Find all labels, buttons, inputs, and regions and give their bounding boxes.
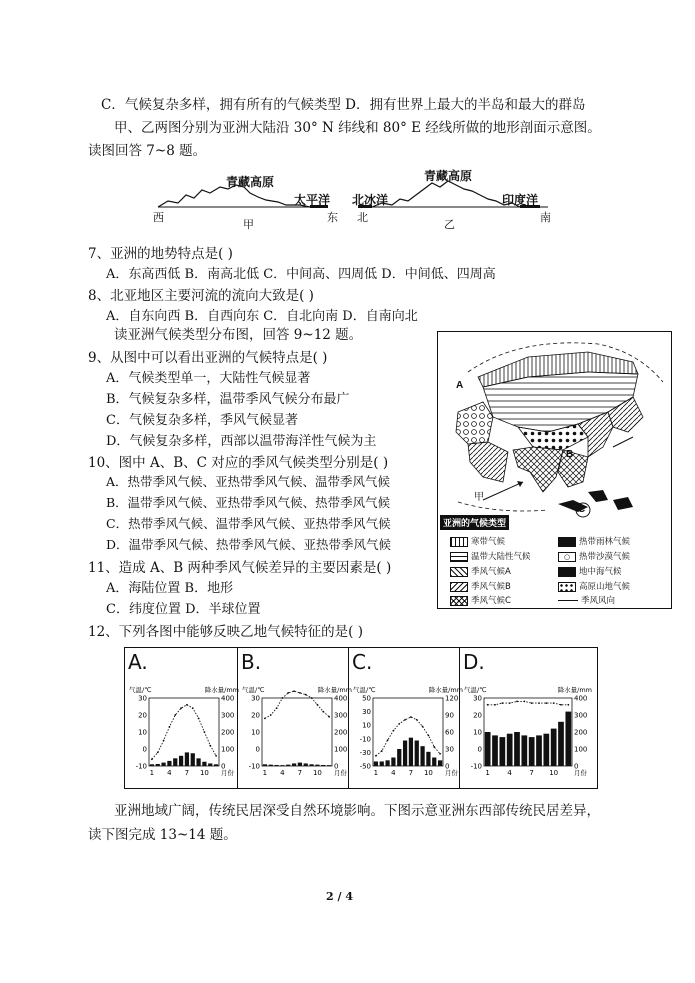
temp-axis-label: 气温/℃ [129, 686, 152, 694]
plot-frame [373, 698, 443, 766]
yi-plateau-label: 青藏高原 [424, 169, 473, 183]
temp-point [282, 697, 284, 699]
climate-panel-c [348, 648, 467, 788]
legend-item-continental [450, 550, 531, 562]
temp-point [516, 701, 518, 703]
q9-option-a: A．气候类型单一，大陆性气候显著 [106, 371, 311, 386]
temp-point [393, 730, 395, 732]
legend-swatch [450, 567, 468, 577]
precip-bar [214, 764, 218, 766]
temp-axis-label: 气温/℃ [353, 686, 376, 694]
climate-charts [124, 647, 598, 789]
legend-swatch [450, 552, 468, 562]
jia-ocean-label: 太平洋 [294, 193, 331, 207]
precip-axis-label: 降水量/mm [317, 686, 352, 694]
yi-indian-label: 印度洋 [502, 193, 539, 207]
temp-line [152, 705, 216, 759]
legend-label: 季风风向 [581, 596, 616, 606]
month-tick-label: 7 [408, 769, 414, 777]
temp-point [174, 714, 176, 716]
legend-item-mediterranean [558, 565, 622, 577]
precip-bar [196, 758, 200, 766]
month-tick-label: 1 [485, 769, 490, 777]
precip-bar [315, 765, 319, 766]
jia-west-label: 西 [153, 211, 164, 224]
map-label-b: B [566, 449, 574, 460]
precip-bar [298, 763, 302, 766]
precip-bar [521, 735, 527, 766]
temp-tick-label: 50 [362, 694, 371, 703]
temp-point [553, 702, 555, 704]
map-drawing [438, 332, 671, 522]
month-tick-label: 4 [280, 769, 285, 777]
legend-label: 温带大陆性气候 [471, 552, 531, 562]
jia-name: 甲 [243, 218, 254, 231]
temp-point [560, 704, 562, 706]
temp-tick-label: 10 [251, 728, 260, 737]
month-tick-label: 4 [507, 769, 512, 777]
panel-letter: A. [128, 650, 148, 674]
q11-options-ab: A．海陆位置 B．地形 [106, 581, 234, 596]
precip-bar [529, 737, 535, 766]
q9-stem: 9、从图中可以看出亚洲的气候特点是( ) [88, 350, 328, 366]
page-number: 2 / 4 [326, 890, 353, 903]
precip-bar [269, 765, 273, 766]
temp-point [439, 753, 441, 755]
temp-point [387, 739, 389, 741]
precip-bar [426, 752, 430, 766]
legend-swatch [450, 582, 468, 592]
q9-option-b: B．气候复杂多样，温带季风气候分布最广 [106, 392, 350, 407]
temp-point [404, 719, 406, 721]
precip-tick-label: 0 [574, 762, 579, 771]
legend-label: 季风气候B [471, 582, 511, 592]
precip-bar [492, 735, 498, 766]
precip-bar [173, 758, 177, 766]
temp-point [523, 701, 525, 703]
temp-tick-label: 10 [138, 728, 147, 737]
panel-letter: C. [352, 650, 373, 674]
temp-tick-label: -10 [248, 762, 260, 771]
temp-point [151, 758, 153, 760]
temp-point [509, 702, 511, 704]
precip-bar [432, 758, 436, 767]
q10-option-a: A．热带季风气候、亚热带季风气候、温带季风气候 [106, 474, 391, 489]
month-tick-label: 7 [529, 769, 534, 777]
legend-item-highland [558, 580, 630, 592]
legend-swatch [558, 582, 576, 592]
q9-option-c: C．气候复杂多样，季风气候显著 [106, 413, 298, 428]
q7-options: A．东高西低 B．南高北低 C．中间高、四周低 D．中间低、四周高 [106, 267, 496, 282]
precip-bar [551, 729, 557, 766]
temp-point [531, 702, 533, 704]
temp-tick-label: 10 [362, 721, 371, 730]
precip-bar [309, 764, 313, 766]
month-tick-label: 1 [262, 769, 268, 777]
precip-bar [485, 732, 491, 766]
precip-tick-label: 0 [221, 762, 226, 771]
yi-name: 乙 [444, 218, 455, 231]
temp-point [487, 704, 489, 706]
month-tick-label: 1 [373, 769, 379, 777]
temp-point [545, 702, 547, 704]
precip-bar [185, 752, 189, 766]
legend-item-desert [558, 550, 630, 562]
precip-tick-label: 300 [574, 711, 588, 720]
month-tick-label: 4 [167, 769, 172, 777]
temp-line [488, 701, 569, 704]
temp-tick-label: 30 [251, 694, 260, 703]
month-axis-label: 月份 [221, 769, 234, 777]
panel-letter: D. [463, 650, 485, 674]
month-axis-label: 月份 [445, 769, 458, 777]
temp-tick-label: 30 [473, 694, 482, 703]
arrow-icon [558, 600, 578, 601]
precip-bar [565, 712, 571, 766]
asia-climate-map [437, 331, 672, 609]
precip-bar [321, 765, 325, 766]
intro-line-1: C．气候复杂多样，拥有所有的气候类型 D．拥有世界上最大的半岛和最大的群岛 [101, 97, 586, 113]
temp-point [293, 690, 295, 692]
precip-bar [438, 760, 442, 766]
temp-tick-label: 0 [142, 745, 147, 754]
temp-point [416, 719, 418, 721]
q10-option-c: C．热带季风气候、温带季风气候、亚热带季风气候 [106, 516, 391, 531]
temp-tick-label: 0 [477, 745, 482, 754]
month-tick-label: 10 [312, 769, 322, 777]
temp-axis-label: 气温/℃ [242, 686, 265, 694]
legend-swatch [450, 537, 468, 547]
precip-bar [208, 763, 212, 766]
temp-axis-label: 气温/℃ [464, 686, 487, 694]
legend-swatch [558, 537, 576, 547]
temp-point [311, 697, 313, 699]
temp-point [264, 718, 266, 720]
precip-tick-label: 0 [445, 762, 450, 771]
legend-item-tundra [450, 535, 505, 547]
precip-tick-label: 400 [221, 694, 235, 703]
temp-line [265, 691, 329, 718]
q10-stem: 10、图中 A、B、C 对应的季风气候类型分别是( ) [88, 455, 389, 471]
q7-stem: 7、亚洲的地势特点是( ) [88, 246, 233, 262]
precip-bar [156, 764, 160, 766]
legend-swatch [558, 567, 576, 577]
temp-point [398, 723, 400, 725]
precip-tick-label: 100 [574, 745, 588, 754]
plot-frame [262, 698, 332, 766]
temp-tick-label: -50 [359, 762, 371, 771]
yi-arctic-label: 北冰洋 [352, 193, 389, 207]
precip-bar [397, 749, 401, 766]
jia-plateau-label: 青藏高原 [226, 175, 275, 189]
panel-letter: B. [241, 650, 262, 674]
precip-bar [380, 761, 384, 766]
temp-point [163, 740, 165, 742]
precip-tick-label: 400 [574, 694, 588, 703]
intro-line-3: 读图回答 7~8 题。 [88, 143, 207, 159]
intro-2: 读亚洲气候类型分布图，回答 9~12 题。 [114, 327, 363, 343]
precip-bar [263, 764, 267, 766]
precip-bar [304, 763, 308, 766]
map-label-jia: 甲 [474, 492, 484, 503]
precip-bar [499, 737, 505, 766]
legend-item-wind [558, 594, 615, 606]
precip-tick-label: 100 [334, 745, 348, 754]
temp-tick-label: -10 [359, 735, 371, 744]
precip-tick-label: 90 [445, 711, 454, 720]
precip-bar [191, 753, 195, 766]
month-tick-label: 7 [184, 769, 190, 777]
precip-bar [403, 741, 407, 767]
precip-bar [391, 758, 395, 767]
legend-swatch [450, 596, 468, 606]
month-tick-label: 10 [199, 769, 209, 777]
month-tick-label: 10 [549, 769, 559, 777]
temp-point [198, 718, 200, 720]
q9-option-d: D．气候复杂多样，西部以温带海洋性气候为主 [106, 434, 377, 449]
legend-label: 季风气候A [471, 567, 511, 577]
precip-bar [280, 765, 284, 766]
temp-point [381, 750, 383, 752]
temp-point [305, 694, 307, 696]
precip-tick-label: 120 [445, 694, 459, 703]
precip-tick-label: 300 [221, 711, 235, 720]
precip-bar [292, 763, 296, 766]
temp-point [328, 716, 330, 718]
climate-panel-b [237, 648, 356, 788]
precip-axis-label: 降水量/mm [428, 686, 463, 694]
climate-panel-a [125, 648, 243, 788]
yi-south-label: 南 [540, 211, 551, 224]
temp-tick-label: 10 [473, 728, 482, 737]
temp-point [215, 755, 217, 757]
precip-bar [415, 741, 419, 767]
legend-label: 季风气候C [471, 596, 511, 606]
temp-point [209, 745, 211, 747]
precip-bar [167, 761, 171, 766]
temp-point [180, 707, 182, 709]
month-axis-label: 月份 [574, 769, 587, 777]
q11-stem: 11、造成 A、B 两种季风气候差异的主要因素是( ) [88, 560, 392, 576]
precip-bar [409, 738, 413, 766]
precip-axis-label: 降水量/mm [557, 686, 592, 694]
legend-label: 寒带气候 [471, 537, 506, 547]
bottom-line-2: 读下图完成 13~14 题。 [88, 827, 237, 843]
q8-stem: 8、北亚地区主要河流的流向大致是( ) [88, 288, 314, 304]
precip-tick-label: 200 [574, 728, 588, 737]
temp-point [192, 707, 194, 709]
legend-label: 地中海气候 [579, 567, 622, 577]
precip-bar [558, 722, 564, 766]
precip-tick-label: 0 [334, 762, 339, 771]
precip-bar [286, 765, 290, 766]
precip-bar [507, 734, 513, 766]
temp-point [567, 704, 569, 706]
legend-item-monsoon-c [450, 594, 511, 606]
temp-tick-label: 20 [251, 711, 260, 720]
month-tick-label: 1 [149, 769, 155, 777]
precip-bar [420, 746, 424, 766]
precip-bar [179, 756, 183, 766]
temp-tick-label: 30 [362, 708, 371, 717]
temp-point [169, 726, 171, 728]
yi-north-label: 北 [357, 211, 368, 224]
map-label-c: C [578, 504, 586, 515]
temp-point [299, 692, 301, 694]
temp-tick-label: 20 [473, 711, 482, 720]
q8-options: A．自东向西 B．自西向东 C．自北向南 D．自南向北 [106, 309, 418, 324]
temp-point [270, 714, 272, 716]
temp-point [422, 726, 424, 728]
temp-line [376, 717, 440, 756]
legend-item-rainforest [558, 535, 630, 547]
precip-tick-label: 100 [221, 745, 235, 754]
precip-tick-label: 30 [445, 745, 454, 754]
temp-point [428, 735, 430, 737]
precip-bar [385, 760, 389, 766]
precip-tick-label: 300 [334, 711, 348, 720]
precip-axis-label: 降水量/mm [204, 686, 239, 694]
month-axis-label: 月份 [334, 769, 347, 777]
q12-stem: 12、下列各图中能够反映乙地气候特征的是( ) [88, 624, 364, 640]
map-title: 亚洲的气候类型 [440, 515, 509, 530]
precip-tick-label: 400 [334, 694, 348, 703]
precip-bar [327, 765, 331, 766]
legend-item-monsoon-b [450, 580, 511, 592]
temp-point [276, 707, 278, 709]
intro-line-2: 甲、乙两图分别为亚洲大陆沿 30° N 纬线和 80° E 经线所做的地形剖面示意图。 [114, 120, 601, 136]
temp-point [287, 692, 289, 694]
climate-panel-d [459, 648, 596, 788]
temp-point [322, 711, 324, 713]
q10-option-d: D．温带季风气候、热带季风气候、亚热带季风气候 [106, 537, 392, 552]
temp-point [538, 702, 540, 704]
month-tick-label: 10 [423, 769, 433, 777]
q11-options-cd: C．纬度位置 D．半球位置 [106, 602, 261, 617]
q10-option-b: B．温带季风气候、亚热带季风气候、热带季风气候 [106, 495, 391, 510]
legend-label: 高原山地气候 [579, 582, 631, 592]
temp-point [375, 755, 377, 757]
precip-bar [161, 763, 165, 766]
precip-bar [150, 764, 154, 766]
temp-point [501, 702, 503, 704]
precip-bar [543, 734, 549, 766]
temp-tick-label: 20 [138, 711, 147, 720]
jia-east-label: 东 [327, 211, 338, 224]
temp-point [494, 704, 496, 706]
precip-bar [274, 765, 278, 766]
temp-point [317, 704, 319, 706]
precip-bar [202, 762, 206, 766]
temp-point [204, 731, 206, 733]
temp-point [433, 746, 435, 748]
month-tick-label: 4 [391, 769, 396, 777]
bottom-line-1: 亚洲地域广阔，传统民居深受自然环境影响。下图示意亚洲东西部传统民居差异， [114, 803, 600, 819]
temp-tick-label: -10 [135, 762, 147, 771]
temp-tick-label: 0 [255, 745, 260, 754]
map-label-a: A [456, 380, 464, 391]
legend-swatch: ○ [558, 552, 576, 562]
temp-tick-label: 30 [138, 694, 147, 703]
temp-point [157, 752, 159, 754]
precip-bar [514, 732, 520, 766]
precip-bar [374, 761, 378, 766]
precip-tick-label: 60 [445, 728, 454, 737]
precip-tick-label: 200 [221, 728, 235, 737]
precip-tick-label: 200 [334, 728, 348, 737]
temp-tick-label: -10 [470, 762, 482, 771]
plot-frame [149, 698, 219, 766]
legend-label: 热带沙漠气候 [579, 552, 631, 562]
month-tick-label: 7 [297, 769, 303, 777]
temp-point [186, 704, 188, 706]
legend-item-monsoon-a [450, 565, 511, 577]
legend-label: 热带雨林气候 [579, 537, 631, 547]
temp-point [410, 716, 412, 718]
precip-bar [536, 735, 542, 766]
temp-tick-label: -30 [359, 748, 371, 757]
